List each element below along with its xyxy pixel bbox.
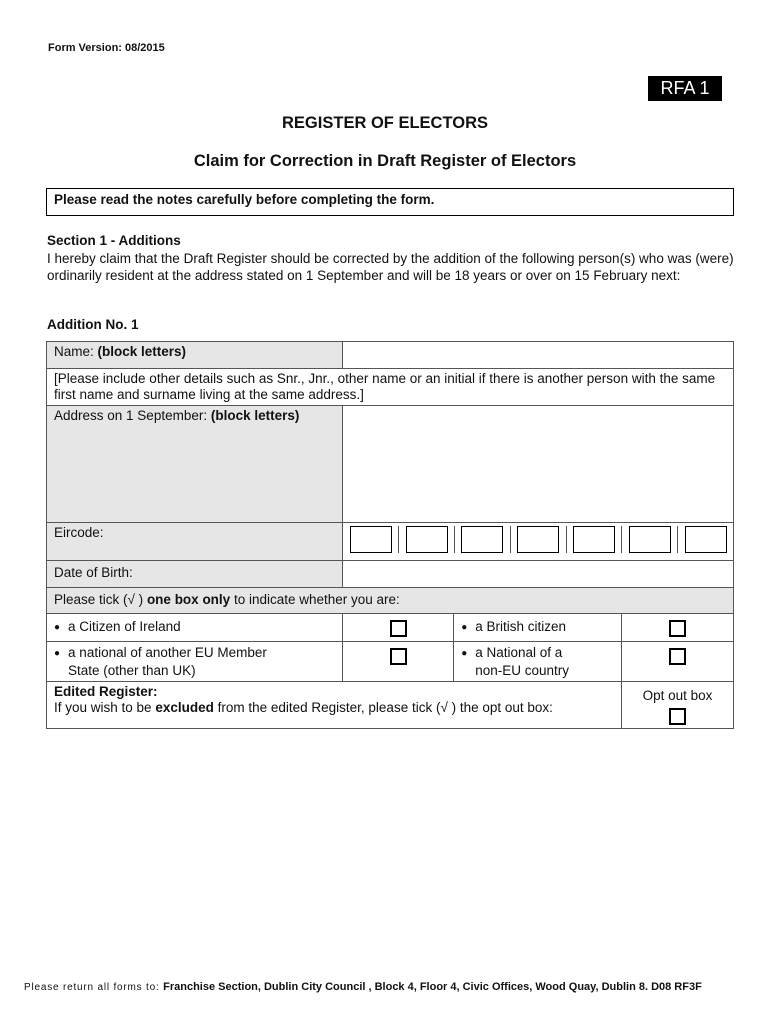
option-citizen-ireland: ● a Citizen of Ireland: [47, 614, 343, 642]
non-eu-national-checkbox[interactable]: [669, 648, 686, 665]
eircode-field: [343, 523, 734, 561]
section-heading: Section 1 - Additions: [47, 233, 181, 248]
form-code-badge: RFA 1: [648, 76, 722, 101]
opt-out-label: Opt out box: [642, 688, 713, 703]
name-note: [Please include other details such as Snr., Jnr., other name or an initial if there is another person with the same first name and surname living at the same address.]: [47, 369, 734, 406]
name-label: Name: (block letters): [47, 342, 343, 369]
eircode-box[interactable]: [685, 526, 727, 553]
address-label: Address on 1 September: (block letters): [47, 406, 343, 523]
edited-register: Edited Register: If you wish to be excluded from the edited Register, please tick (√ ) the opt out box:: [47, 682, 622, 729]
opt-out-checkbox[interactable]: [669, 708, 686, 725]
notes-box: Please read the notes carefully before completing the form.: [46, 188, 734, 216]
option-non-eu-national: ● a National of a non-EU country: [454, 642, 622, 682]
eircode-label: Eircode:: [47, 523, 343, 561]
eircode-box[interactable]: [350, 526, 392, 553]
eircode-box[interactable]: [573, 526, 615, 553]
eircode-box[interactable]: [406, 526, 448, 553]
addition-table: [46, 341, 734, 729]
name-field[interactable]: [343, 342, 734, 369]
option-british: ● a British citizen: [454, 614, 622, 642]
option-eu-national: ● a national of another EU Member State (other than UK): [47, 642, 343, 682]
dob-label: Date of Birth:: [47, 561, 343, 588]
eircode-box[interactable]: [629, 526, 671, 553]
eircode-box[interactable]: [517, 526, 559, 553]
section-text: I hereby claim that the Draft Register should be corrected by the addition of the following person(s) who was (were) ordinarily resident at the address stated on 1 September and will be 18 years or over on 15 February next:: [47, 251, 734, 283]
footer-return-address: Please return all forms to: Franchise Section, Dublin City Council , Block 4, Floor 4, Civic Offices, Wood Quay, Dublin 8. D08 RF3F: [24, 981, 702, 993]
dob-field[interactable]: [343, 561, 734, 588]
page-subtitle: Claim for Correction in Draft Register of Electors: [193, 152, 577, 170]
form-version: Form Version: 08/2015: [48, 42, 165, 54]
addition-heading: Addition No. 1: [47, 317, 139, 332]
eu-national-checkbox[interactable]: [390, 648, 407, 665]
address-field[interactable]: [343, 406, 734, 523]
page-title: REGISTER OF ELECTORS: [282, 114, 488, 132]
opt-out-cell: [622, 682, 734, 729]
tick-instruction: Please tick (√ ) one box only to indicate whether you are:: [47, 588, 734, 614]
eircode-box[interactable]: [461, 526, 503, 553]
british-checkbox[interactable]: [669, 620, 686, 637]
citizen-ireland-checkbox[interactable]: [390, 620, 407, 637]
